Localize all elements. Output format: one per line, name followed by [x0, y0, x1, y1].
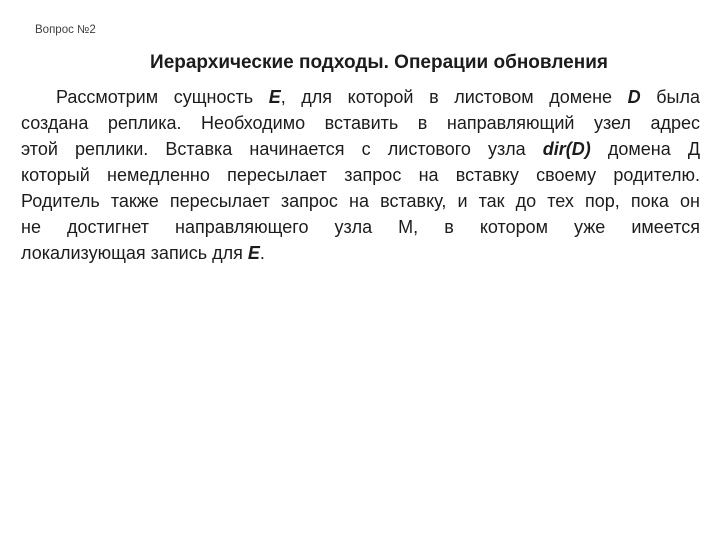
text-segment: который немедленно пересылает запрос на вставку своему родителю.	[21, 165, 700, 185]
emphasized-term: D	[627, 87, 641, 107]
text-line	[21, 84, 700, 110]
text-line	[21, 214, 700, 240]
corner-label: Вопрос №2	[35, 24, 96, 36]
page-title: Иерархические подходы. Операции обновления	[150, 52, 608, 73]
text-segment: домена Д	[590, 139, 701, 159]
text-segment: создана реплика. Необходимо вставить в направляющий узел адрес	[21, 113, 700, 133]
text-segment: Рассмотрим сущность	[56, 87, 269, 107]
body-paragraph	[21, 84, 700, 266]
text-segment: Родитель также пересылает запрос на вставку, и так до тех пор, пока он	[21, 191, 700, 211]
text-line	[21, 162, 700, 188]
emphasized-term: dir(D)	[542, 139, 591, 159]
text-segment: , для которой в листовом домене	[280, 87, 628, 107]
text-line	[21, 240, 700, 266]
text-segment: .	[259, 243, 265, 263]
text-line	[21, 110, 700, 136]
text-line	[21, 136, 700, 162]
emphasized-term: E	[268, 87, 281, 107]
emphasized-term: E	[247, 243, 260, 263]
text-segment: локализующая запись для	[21, 243, 248, 263]
text-segment: была	[640, 87, 700, 107]
text-line	[21, 188, 700, 214]
text-segment: этой реплики. Вставка начинается с листового узла	[21, 139, 543, 159]
text-segment: не достигнет направляющего узла М, в котором уже имеется	[21, 217, 700, 237]
